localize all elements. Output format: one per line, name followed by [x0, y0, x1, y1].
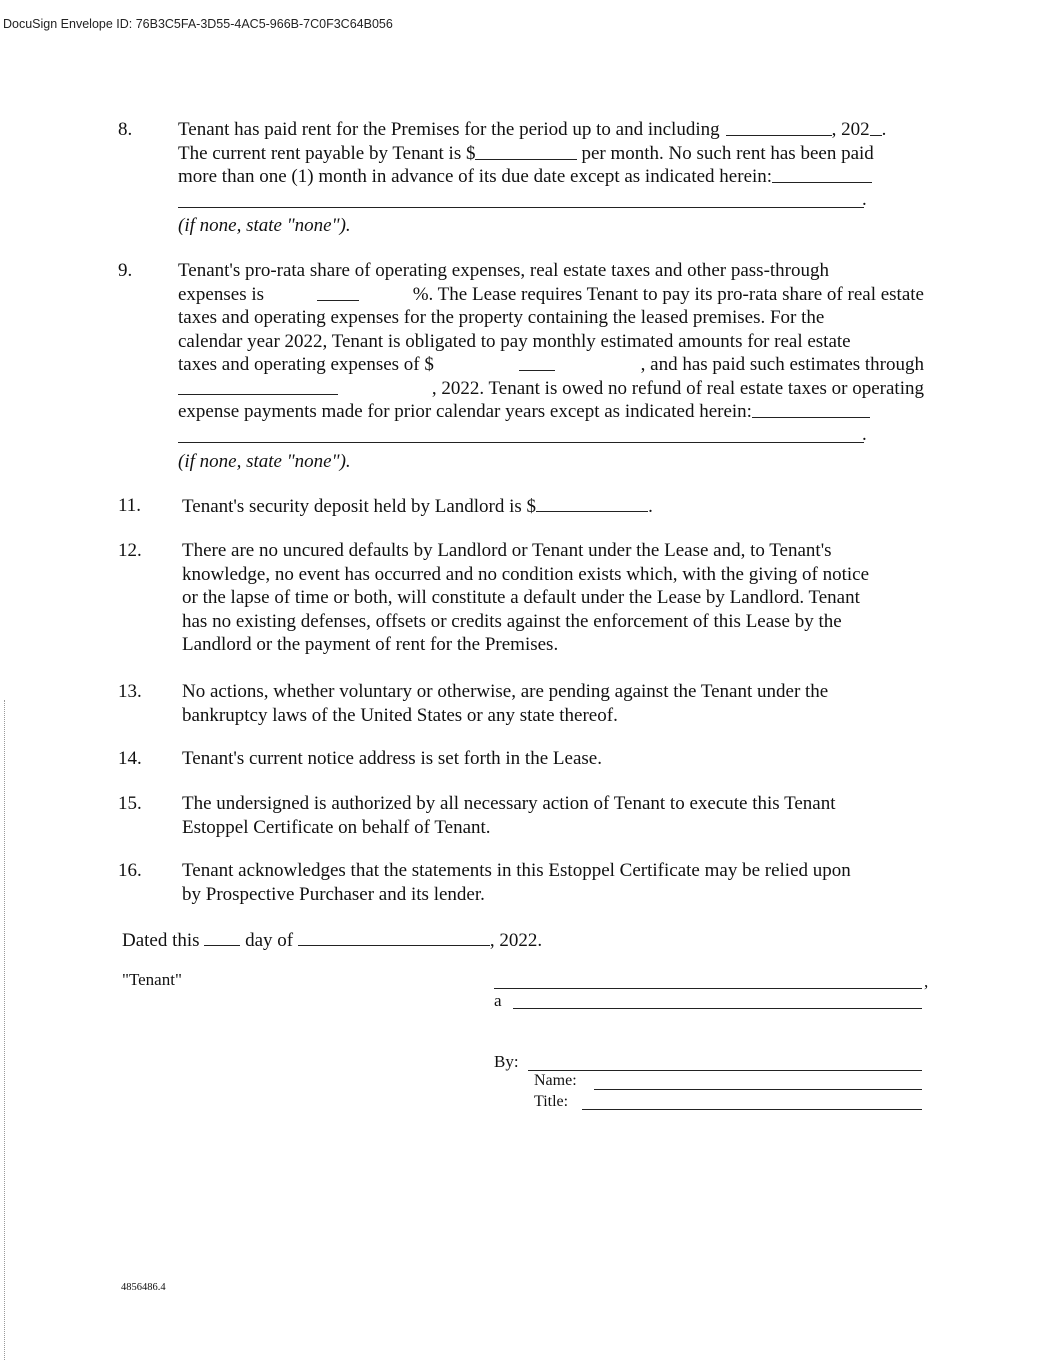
- entity-type-line[interactable]: [513, 1008, 922, 1009]
- none-note: (if none, state "none").: [178, 215, 351, 236]
- entity-type-label: a: [494, 991, 502, 1010]
- item-number: 12.: [118, 540, 142, 561]
- rent-paid-through-blank[interactable]: [726, 118, 832, 136]
- name-label: Name:: [534, 1072, 577, 1089]
- name-line[interactable]: [594, 1089, 922, 1090]
- item-text: No actions, whether voluntary or otherwise, are pending against the Tenant under the bankruptcy laws of the United States or any state thereof.: [182, 681, 829, 726]
- none-note: (if none, state "none").: [178, 451, 351, 472]
- margin-rule: [4, 700, 5, 1360]
- item-number: 16.: [118, 860, 142, 881]
- item-text: Tenant's security deposit held by Landlord is $ .: [182, 496, 653, 517]
- current-rent-blank[interactable]: [475, 142, 577, 160]
- item-number: 11.: [118, 495, 142, 516]
- estimated-amount-blank[interactable]: [519, 353, 555, 371]
- month-blank[interactable]: [298, 928, 490, 946]
- dated-line: Dated this day of , 2022.: [122, 930, 543, 951]
- tenant-label: "Tenant": [122, 970, 182, 989]
- security-deposit-blank[interactable]: [536, 494, 648, 512]
- advance-rent-rule: [178, 207, 864, 208]
- title-label: Title:: [534, 1093, 569, 1110]
- document-number: 4856486.4: [121, 1282, 166, 1293]
- item-number: 8.: [118, 119, 133, 140]
- item-text: Tenant acknowledges that the statements in this Estoppel Certificate may be relied upon by Prospective Purchaser and its lender.: [182, 860, 851, 905]
- item-text: There are no uncured defaults by Landlord or Tenant under the Lease and, to Tenant's knowledge, no event has occurred and no condition exists which, with the giving of notice or the lapse of time or both, will constitute a default under the Lease by Landlord. Tenant has no existing defenses, offsets or credits against the enforcement of this Lease by the Landlord or the payment of rent for the Premises.: [182, 540, 870, 655]
- item-text: Tenant's current notice address is set forth in the Lease.: [182, 748, 602, 769]
- tenant-name-line[interactable]: [494, 988, 922, 989]
- item-number: 13.: [118, 681, 142, 702]
- refund-blank[interactable]: [752, 400, 870, 418]
- item-number: 14.: [118, 748, 142, 769]
- item-text: The undersigned is authorized by all necessary action of Tenant to execute this Tenant Estoppel Certificate on behalf of Tenant.: [182, 793, 836, 838]
- item-text: Tenant has paid rent for the Premises for the period up to and including , 202 . The current rent payable by Tenant is $ per month. No such rent has been paid more than one (1) month in advance of its due date except as indicated herein:: [178, 119, 887, 187]
- item-text: Tenant's pro-rata share of operating expenses, real estate taxes and other pass-through expenses is %. The Lease requires Tenant to pay its pro-rata share of real estate taxes and operating expenses for the property containing the leased premises. For the calendar year 2022, Tenant is obligated to pay monthly estimated amounts for real estate taxes and operating expenses of $ , and has paid such estimates through , 2022. Tenant is owed no refund of real estate taxes or operating expense payments made for prior calendar years except as indicated herein:: [178, 260, 924, 422]
- pro-rata-share-blank[interactable]: [317, 283, 359, 301]
- advance-rent-blank[interactable]: [772, 165, 872, 183]
- by-signature-line[interactable]: [528, 1070, 922, 1071]
- year-digit-blank[interactable]: [870, 118, 882, 136]
- by-label: By:: [494, 1052, 519, 1071]
- item-number: 9.: [118, 260, 133, 281]
- refund-rule: [178, 442, 864, 443]
- item-number: 15.: [118, 793, 142, 814]
- estimates-through-blank[interactable]: [178, 377, 338, 395]
- title-line[interactable]: [582, 1109, 922, 1110]
- day-blank[interactable]: [204, 928, 240, 946]
- docusign-envelope-id: DocuSign Envelope ID: 76B3C5FA-3D55-4AC5-966B-7C0F3C64B056: [3, 17, 393, 31]
